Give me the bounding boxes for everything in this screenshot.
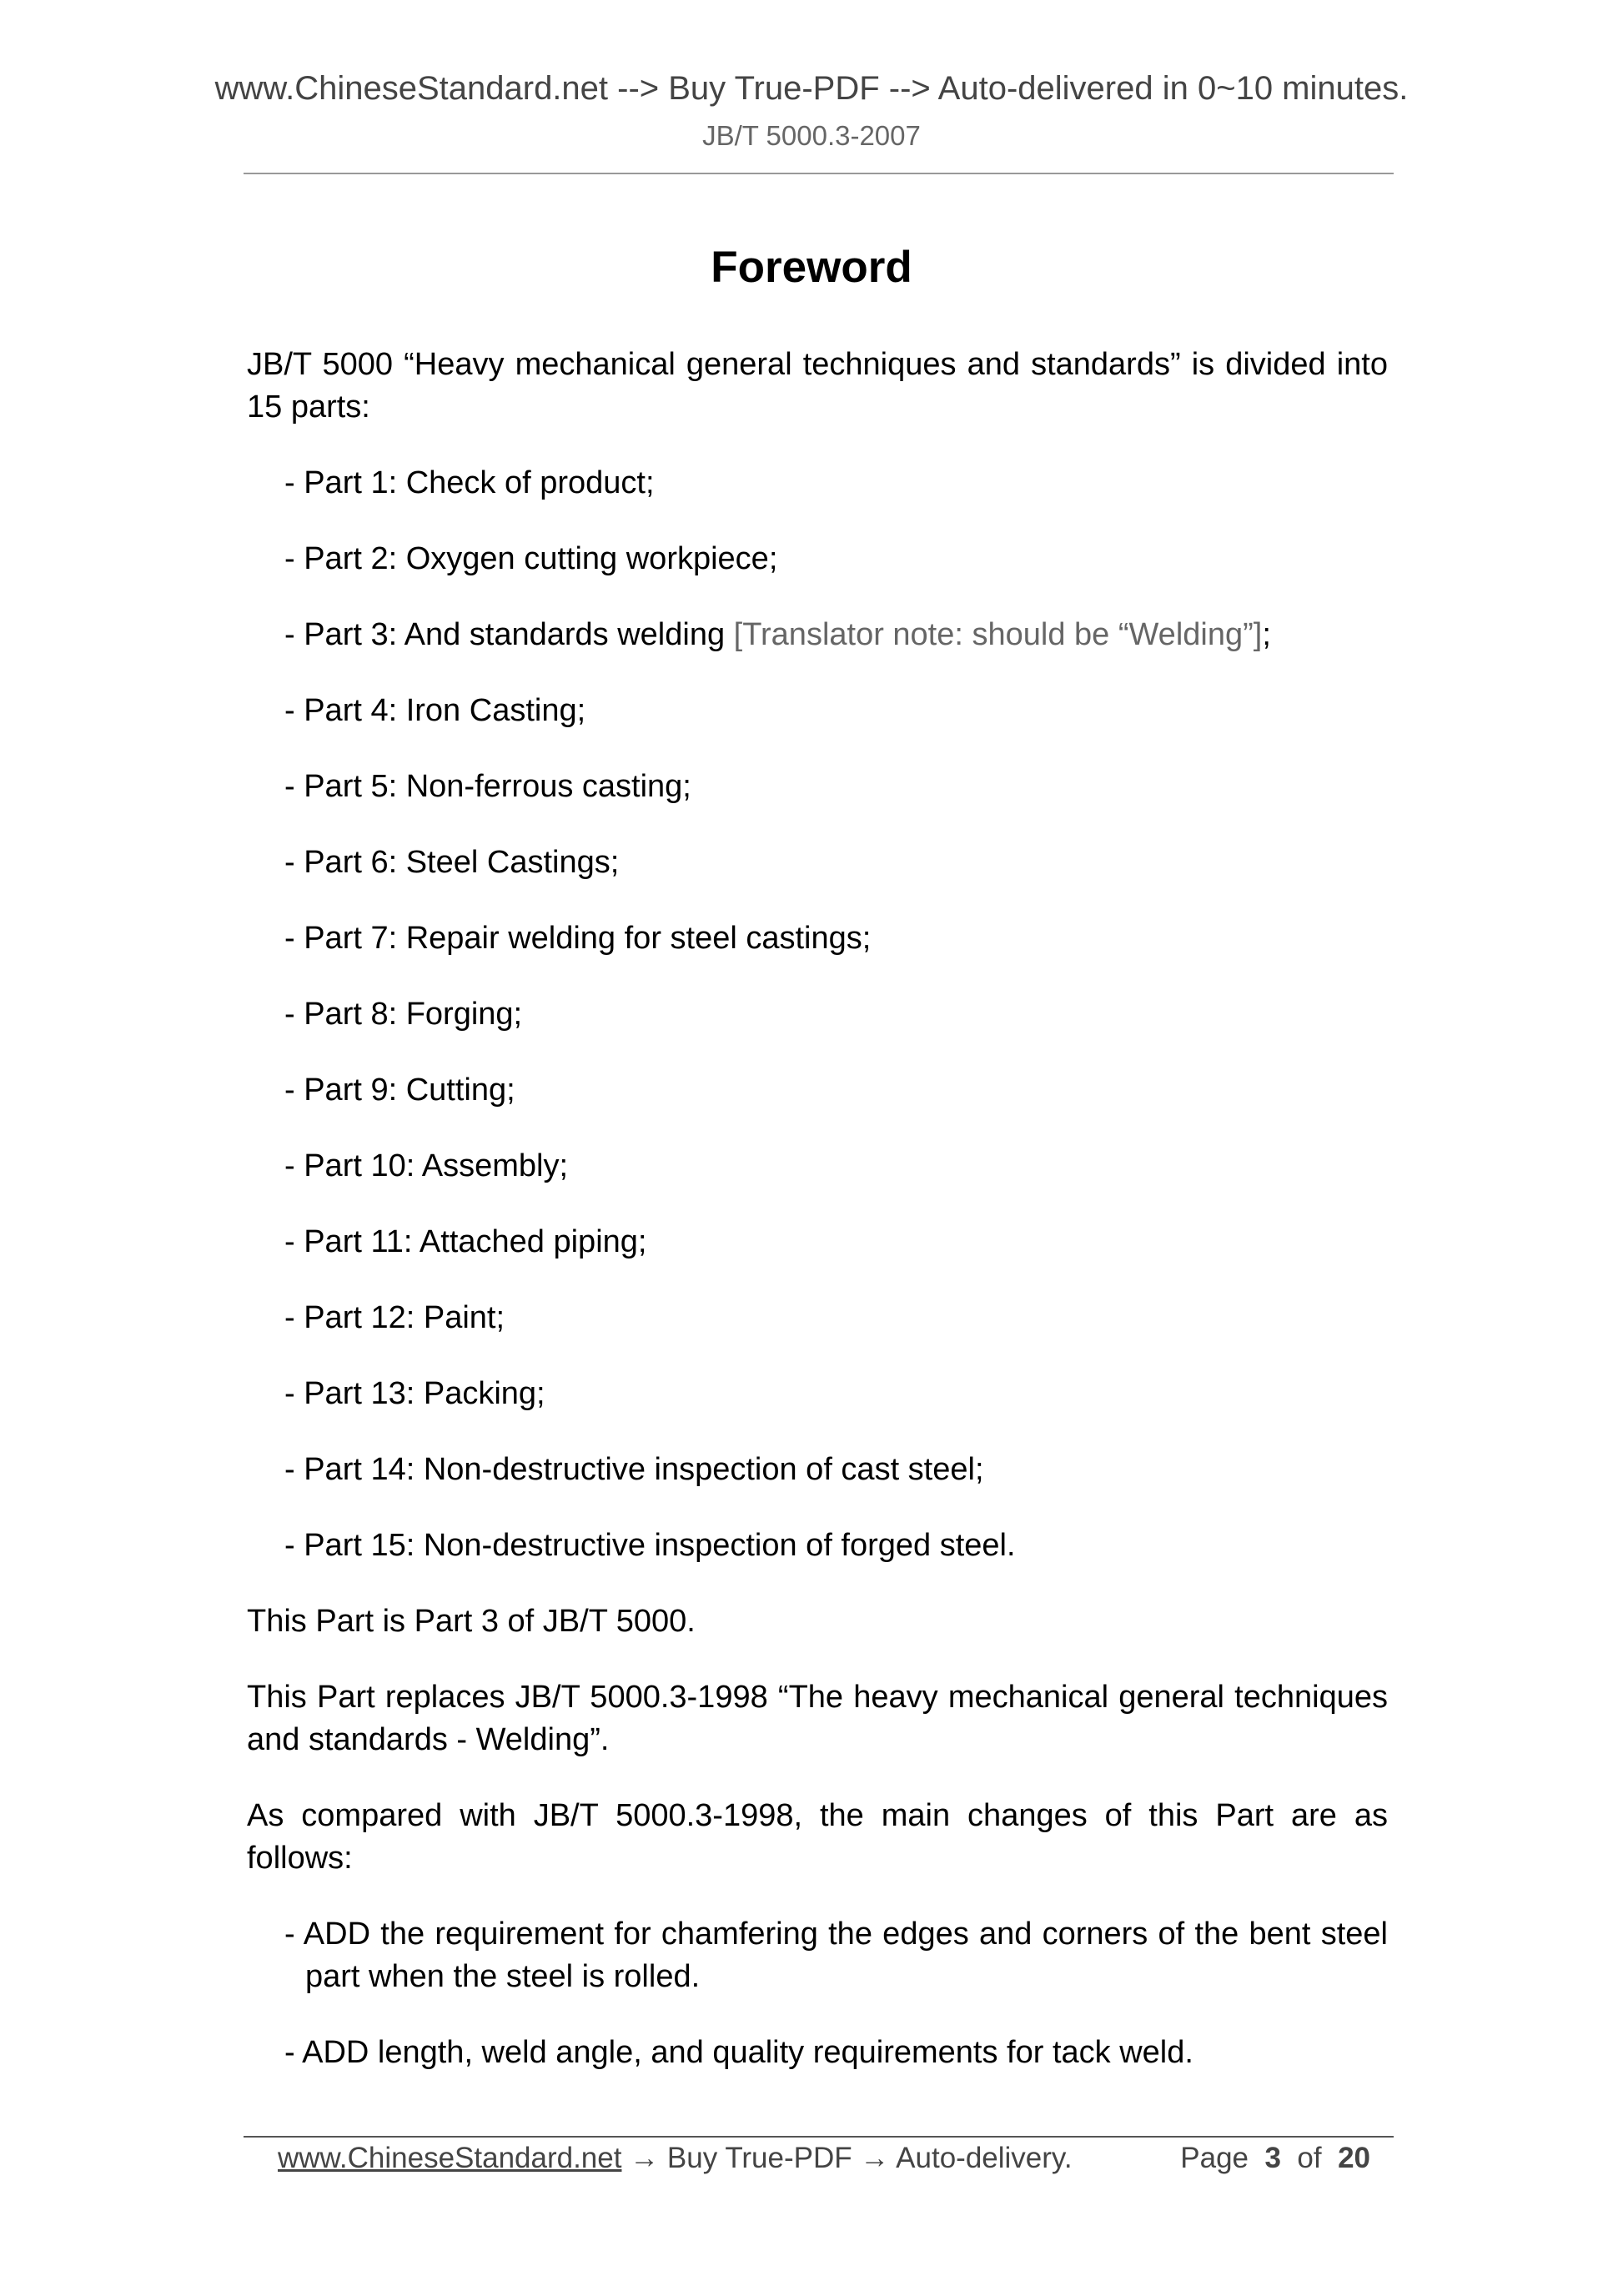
footer-text: → Buy True-PDF → Auto-delivery.: [621, 2142, 1073, 2174]
footer-site-link[interactable]: www.ChineseStandard.net: [278, 2142, 622, 2174]
translator-note: [Translator note: should be “Welding”]: [733, 617, 1263, 652]
list-item: [247, 614, 1388, 656]
change-item: - ADD length, weld angle, and quality requirements for tack weld.: [284, 2035, 1193, 2070]
list-item: - Part 14: Non-destructive inspection of cast steel;: [284, 1452, 984, 1487]
document-body: [247, 344, 1388, 2108]
list-item: - Part 13: Packing;: [284, 1376, 545, 1411]
of-label: of: [1297, 2142, 1322, 2174]
header-banner: www.ChineseStandard.net --> Buy True-PDF --> Auto-delivered in 0~10 minutes.: [214, 70, 1409, 107]
list-item: - Part 4: Iron Casting;: [284, 693, 586, 728]
footer-promo: [278, 2140, 1073, 2177]
total-pages: 20: [1338, 2142, 1370, 2174]
changes-paragraph: As compared with JB/T 5000.3-1998, the main changes of this Part are as follows:: [247, 1798, 1388, 1876]
part-3-text: - Part 3: And standards welding: [284, 617, 734, 652]
document-id: JB/T 5000.3-2007: [702, 120, 921, 151]
page-footer: [278, 2140, 1370, 2177]
intro-paragraph: JB/T 5000 “Heavy mechanical general techniques and standards” is divided into 15 parts:: [247, 347, 1388, 425]
list-item: - Part 12: Paint;: [284, 1300, 505, 1335]
list-item: - Part 15: Non-destructive inspection of forged steel.: [284, 1528, 1016, 1563]
current-page: 3: [1264, 2142, 1281, 2174]
list-item: - Part 7: Repair welding for steel castings;: [284, 921, 872, 956]
list-item: - Part 5: Non-ferrous casting;: [284, 769, 691, 804]
part-paragraph: This Part is Part 3 of JB/T 5000.: [247, 1604, 696, 1639]
list-item: - Part 10: Assembly;: [284, 1148, 569, 1183]
replaces-paragraph: This Part replaces JB/T 5000.3-1998 “The heavy mechanical general techniques and standards - Welding”.: [247, 1680, 1388, 1757]
list-item: - Part 1: Check of product;: [284, 465, 655, 500]
page-number: [1180, 2140, 1370, 2177]
header-divider: [244, 173, 1394, 174]
list-item: - Part 8: Forging;: [284, 997, 523, 1032]
list-item: - Part 6: Steel Castings;: [284, 845, 620, 880]
list-item: - Part 11: Attached piping;: [284, 1224, 647, 1259]
page-title: Foreword: [711, 243, 912, 292]
part-3-suffix: ;: [1262, 617, 1271, 652]
list-item: - Part 2: Oxygen cutting workpiece;: [284, 541, 778, 576]
footer-divider: [244, 2136, 1394, 2138]
list-item: - Part 9: Cutting;: [284, 1073, 515, 1108]
change-item: - ADD the requirement for chamfering the edges and corners of the bent steel part when the steel is rolled.: [284, 1917, 1388, 1994]
page-label: Page: [1180, 2142, 1249, 2174]
